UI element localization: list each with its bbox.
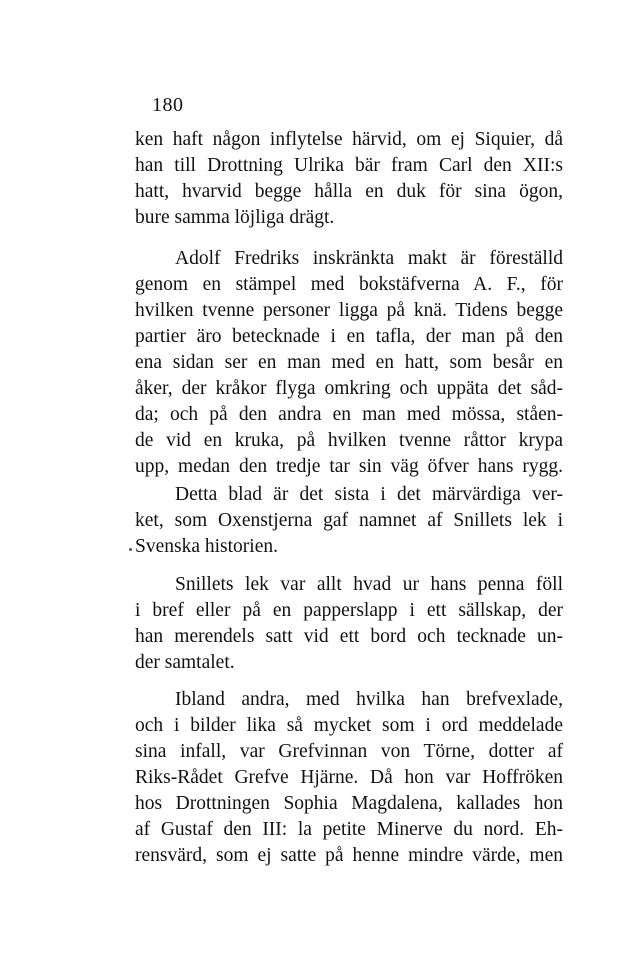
text-line: genom en stämpel med bokstäfverna A. F., för <box>135 274 563 295</box>
text-line: der samtalet. <box>135 652 235 673</box>
text-line: Svenska historien. <box>135 536 278 557</box>
text-line: hvilken tvenne personer ligga på knä. Tidens begge <box>135 300 563 321</box>
text-line: ena sidan ser en man med en hatt, som besår en <box>135 352 563 373</box>
text-line: hatt, hvarvid begge hålla en duk för sina ögon, <box>135 181 563 202</box>
page-number: 180 <box>152 94 184 116</box>
text-line: partier äro betecknade i en tafla, der man på den <box>135 326 563 347</box>
text-line: Detta blad är det sista i det märvärdiga ver- <box>175 484 563 505</box>
text-line: upp, medan den tredje tar sin väg öfver hans rygg. <box>135 456 563 477</box>
text-line: Ibland andra, med hvilka han brefvexlade, <box>175 689 563 710</box>
text-line: Snillets lek var allt hvad ur hans penna föll <box>175 574 563 595</box>
text-line: ken haft någon inflytelse härvid, om ej Siquier, då <box>135 129 563 150</box>
text-line: da; och på den andra en man med mössa, ståen- <box>135 404 563 425</box>
ink-speck <box>129 548 132 551</box>
text-line: han merendels satt vid ett bord och tecknade un- <box>135 626 563 647</box>
text-line: i bref eller på en papperslapp i ett sällskap, der <box>135 600 563 621</box>
text-line: de vid en kruka, på hvilken tvenne råttor krypa <box>135 430 563 451</box>
text-line: Riks-Rådet Grefve Hjärne. Då hon var Hoffröken <box>135 767 563 788</box>
text-line: af Gustaf den III: la petite Minerve du nord. Eh- <box>135 819 563 840</box>
text-line: åker, der kråkor flyga omkring och uppäta det såd- <box>135 378 563 399</box>
text-line: Adolf Fredriks inskränkta makt är föreställd <box>175 248 563 269</box>
text-line: rensvärd, som ej satte på henne mindre värde, men <box>135 845 563 866</box>
text-line: sina infall, var Grefvinnan von Törne, dotter af <box>135 741 563 762</box>
text-line: och i bilder lika så mycket som i ord meddelade <box>135 715 563 736</box>
text-line: ket, som Oxenstjerna gaf namnet af Snillets lek i <box>135 510 563 531</box>
text-line: bure samma löjliga drägt. <box>135 207 335 228</box>
text-line: han till Drottning Ulrika bär fram Carl den XII:s <box>135 155 563 176</box>
text-line: hos Drottningen Sophia Magdalena, kallades hon <box>135 793 563 814</box>
